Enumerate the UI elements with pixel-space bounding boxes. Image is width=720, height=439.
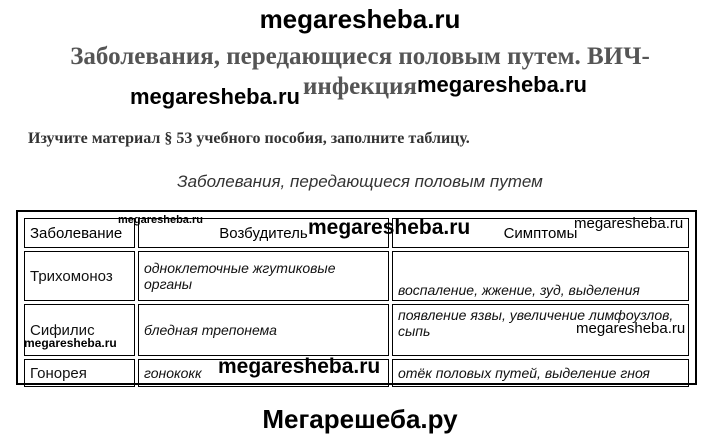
watermark-top: megaresheba.ru [259,4,461,34]
page-title: Заболевания, передающиеся половым путем. ВИЧ- [70,43,650,70]
disease-cell: Сифилис [24,304,135,356]
table-row [24,251,689,301]
instruction-text: Изучите материал § 53 учебного пособия, заполните таблицу. [28,130,470,147]
agent-cell: гонококк [138,359,389,387]
page-title-continued: инфекция [303,73,417,100]
table-caption: Заболевания, передающиеся половым путем [177,172,543,191]
watermark-table-3: megaresheba.ru [574,215,684,232]
header-symptoms: Симптомы [392,218,689,248]
symptoms-cell: появление язвы, увеличение лимфоузлов, сыпь [392,304,689,356]
watermark-table-1: megaresheba.ru [118,214,203,226]
disease-cell: Трихомоноз [24,251,135,301]
disease-cell: Гонорея [24,359,135,387]
agent-cell: бледная трепонема [138,304,389,356]
symptoms-cell: воспаление, жжение, зуд, выделения [392,251,689,301]
symptoms-cell: отёк половых путей, выделение гноя [392,359,689,387]
header-disease: Заболевание [24,218,135,248]
watermark-table-2: megaresheba.ru [308,216,471,239]
agent-cell: одноклеточные жгутиковые органы [138,251,389,301]
header-agent: Возбудитель [138,218,389,248]
watermark-table-6: megaresheba.ru [218,355,381,378]
watermark-table-4: megaresheba.ru [576,320,686,337]
watermark-bottom: Мегарешеба.ру [262,404,458,434]
watermark-heading-left: megaresheba.ru [130,84,300,109]
watermark-heading-right: megaresheba.ru [417,72,587,97]
watermark-table-5: megaresheba.ru [24,336,117,350]
